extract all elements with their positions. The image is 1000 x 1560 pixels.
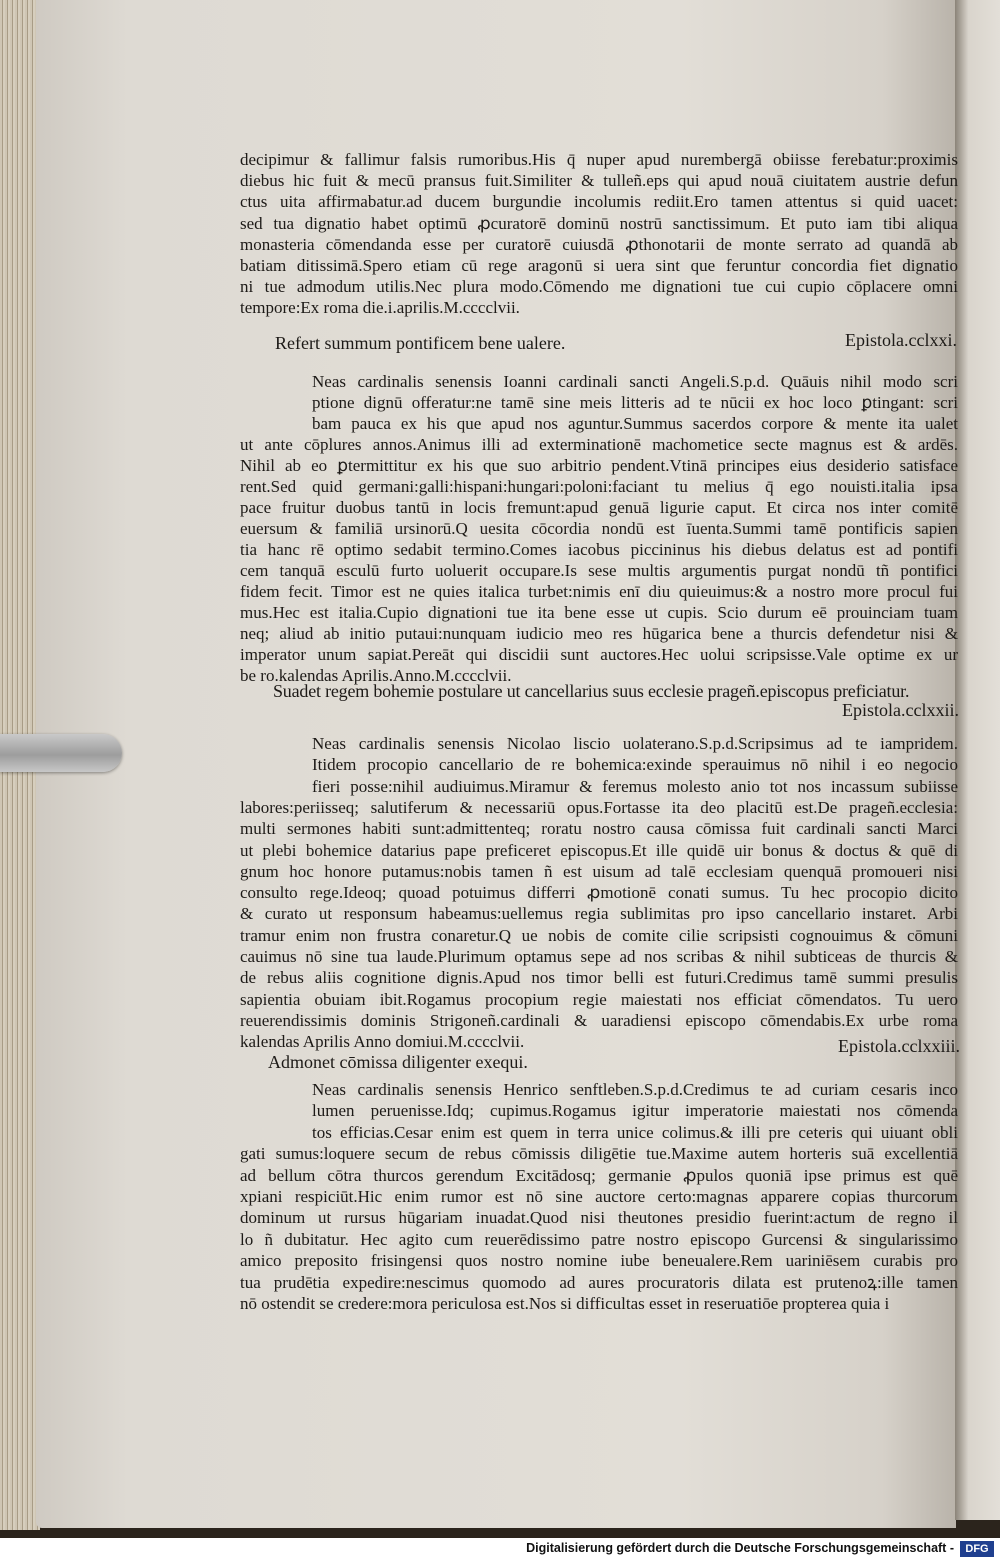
text-line: cauimus nō sine tua laude.Plurimum optamus sepe ad nos scribas & nihil subticeas de thurcis & [240,947,958,966]
heading-epistola-number: Epistola.cclxxiii. [838,1036,960,1056]
text-line: tua prudētia expedire:nescimus quomodo ad aures procuratoris dilata est prutenoꝝ:ille tamen [240,1272,958,1292]
text-line: gnum hoc honore putamus:nobis tamen ñ est uisum ad talē ecclesiam quenquā promoueri nisi [240,861,958,881]
dfg-logo: DFG [960,1541,994,1557]
text-line: ut plebi bohemice datarius pape preficeret episcopus.Et ille quidē uir bonus & doctus & quē di [240,840,958,860]
text-line: sapientia obuiam ibit.Rogamus procopium regie maiestati nos efficiat cōmendatos. Tu uero [240,989,958,1009]
text-line: decipimur & fallimur falsis rumoribus.His q̄ nuper apud nurembergā obiisse ferebatur:proximis [240,150,958,169]
text-line: sed tua dignatio habet optimū ꝓcuratorē dominū nostrū sanctissimum. Et puto iam tibi aliqua [240,213,958,233]
text-line: fidem fecit. Timor est ne quies italica turbet:nimis enī diu quieuimus:& a nostro more procul fui [240,582,958,601]
text-line: kalendas Aprilis Anno domiui.M.cccclvii. [240,1032,525,1052]
text-line: Neas cardinalis senensis Ioanni cardinali sancti Angeli.S.p.d. Quāuis nihil modo scri [312,372,958,391]
facing-page-edge [955,0,1000,1520]
text-line: Neas cardinalis senensis Nicolao liscio uolaterano.S.p.d.Scripsimus ad te iampridem. [312,734,958,753]
heading-summary: Suadet regem bohemie postulare ut cancellarius suus ecclesie prageñ.episcopus preficiatur. [273,681,910,701]
text-line: batiam ditissimā.Spero etiam cū rege aragonū si uera sint que feruntur concordia fiet dignatio [240,256,958,275]
text-line: reuerendissimis dominis Strigoneñ.cardinali & uaradiensi episcopo cōmendabis.Ex urbe roma [240,1010,958,1030]
footer-bar [0,1538,1000,1560]
text-line: ad bellum cōtra thurcos gerendum Excitādosq; germanie ꝓpulos quoniā ipse primus est quē [240,1165,958,1185]
text-line: lumen peruenisse.Idq; cupimus.Rogamus igitur imperatorie maiestati nos cōmenda [312,1101,958,1121]
text-line: nō ostendit se credere:mora periculosa est.Nos si difficultas esset in reseruatiōe propterea quia i [240,1294,890,1313]
text-line: tia hanc rē optimo sedabit termino.Comes iacobus piccininus his diebus delatus est ad pontifi [240,540,958,559]
heading-summary: Refert summum pontificem bene ualere. [275,333,566,353]
text-line: de rebus aliis cognitione dignis.Apud nos timor belli est futuri.Credimus tamē summi presulis [240,968,958,988]
text-line: tos efficias.Cesar enim est quem in terra unice colimus.& illi pre ceteris qui uiuant obli [312,1122,958,1142]
text-line: euersum & familiā ursinorū.Q uesita cōcordia nondū est īuenta.Summi tamē pontificis sapien [240,519,958,538]
text-line: labores:periisseq; salutiferum & necessariū opus.Fortasse ita deo placitū est.De prageñ.ecclesia: [240,797,958,817]
text-line: gati sumus:loquere secum de rebus cōmissis diligētie tue.Maxime autem horteris suā excellentiā [240,1144,958,1164]
text-line: monasteria cōmendanda esse per curatorē cuiusdā ꝓthonotarii de monte serrato ad quandā ab [240,234,958,254]
footer-credit: Digitalisierung gefördert durch die Deutsche Forschungsgemeinschaft - [526,1541,954,1555]
heading-epistola-number: Epistola.cclxxii. [842,700,959,720]
bookmark-clip [0,734,122,772]
text-line: diebus hic fuit & mecū pransus fuit.Similiter & tulleñ.eps qui apud nouā ciuitatem austrie defun [240,171,958,191]
text-line: dominum ut rursus hūgariam inuadat.Quod nisi theutones presidio fuerint:actum de regno il [240,1208,958,1228]
text-line: ctus uita affirmabatur.ad ducem burgundie incolumis rediit.Ero tamen attentus si quid uacet: [240,192,958,212]
text-line: ni tue admodum utilis.Nec plura modo.Cōmendo me dignationi tue cui cupio cōplacere omni [240,277,958,297]
text-line: xpiani respiciūt.Hic enim rumor est nō sine auctore certo:magnas apparere copias thurcorum [240,1187,958,1206]
text-line: ptione dignū offeratur:ne tamē sine meis litteris ad te nūcii ex hoc loco ꝑtingant: scri [312,393,958,412]
text-line: cem tanquā esculū furto uoluerit occupare.Is sese multis argumentis purgat nondū tñ pontifici [240,561,958,580]
text-line: Nihil ab eo ꝑtermittitur ex his que suo arbitrio pendent.Vtinā principes eius desiderio satisface [240,456,958,475]
text-line: fieri posse:nihil audiuimus.Miramur & feremus molesto anio tot nos incassum subiisse [312,776,958,796]
text-line: tempore:Ex roma die.i.aprilis.M.cccclvii. [240,298,520,318]
text-line: ut ante cōplures annos.Animus illi ad exterminationē machometice secte magnus est & ardēs. [240,435,958,454]
text-line: imperator unum sapiat.Pereāt qui discidii sunt auctores.Hec uolui scripsisse.Vale optime ex ur [240,645,958,664]
heading-summary: Admonet cōmissa diligenter exequi. [268,1052,528,1072]
text-line: multi sermones habiti sunt:admittenteq; roratu nostro causa cōmissa fuit cardinali sancti Marci [240,819,958,839]
text-line: consulto rege.Ideoq; quoad potuimus differri ꝓmotionē conati sumus. Tu hec procopio dicito [240,883,958,903]
text-line: tramur enim non frustra conaretur.Q ue nobis de comite cilie scripsisti cognouimus & cōmuni [240,925,958,945]
text-line: neq; aliud ab initio putaui:nunquam iudicio meo res hūgarica bene a thurcis defendetur nisi & [240,624,958,643]
text-line: rent.Sed quid germani:galli:hispani:hungari:poloni:faciant tu melius q̄ ego nouisti.italia ipsa [240,477,958,496]
heading-epistola-number: Epistola.cclxxi. [845,330,957,350]
text-line: mus.Hec est italia.Cupio dignationi tue ita bene esse ut cupis. Scio durum eē prouinciam tuam [240,603,958,622]
text-line: lo ñ dubitatur. Hec agito cum reuerēdissimo patre nostro episcopo Gurcensi & singularissimo [240,1229,958,1249]
text-line: & curato ut responsum habeamus:uellemus regia sublimitas pro ipso cancellario instaret. Arbi [240,904,958,924]
text-line: pace fruitur duobus tantū in locis fremunt:apud genuā ligurie caput. Et circa nos inter comitē [240,498,958,517]
text-line: Neas cardinalis senensis Henrico senftleben.S.p.d.Credimus te ad curiam cesaris inco [312,1080,958,1099]
text-line: be ro.kalendas Aprilis.Anno.M.cccclvii. [240,666,512,685]
text-line: Itidem procopio cancellario de re bohemica:exinde sperauimus nō nihil i eo negocio [312,755,958,775]
text-line: bam pauca ex his que apud nos aguntur.Summus sacerdos corpore & mente ita ualet [312,414,958,433]
text-line: amico preposito frisingensi quos nostro nomine iube beneualere.Rem uariniēsem curabis pro [240,1251,958,1271]
